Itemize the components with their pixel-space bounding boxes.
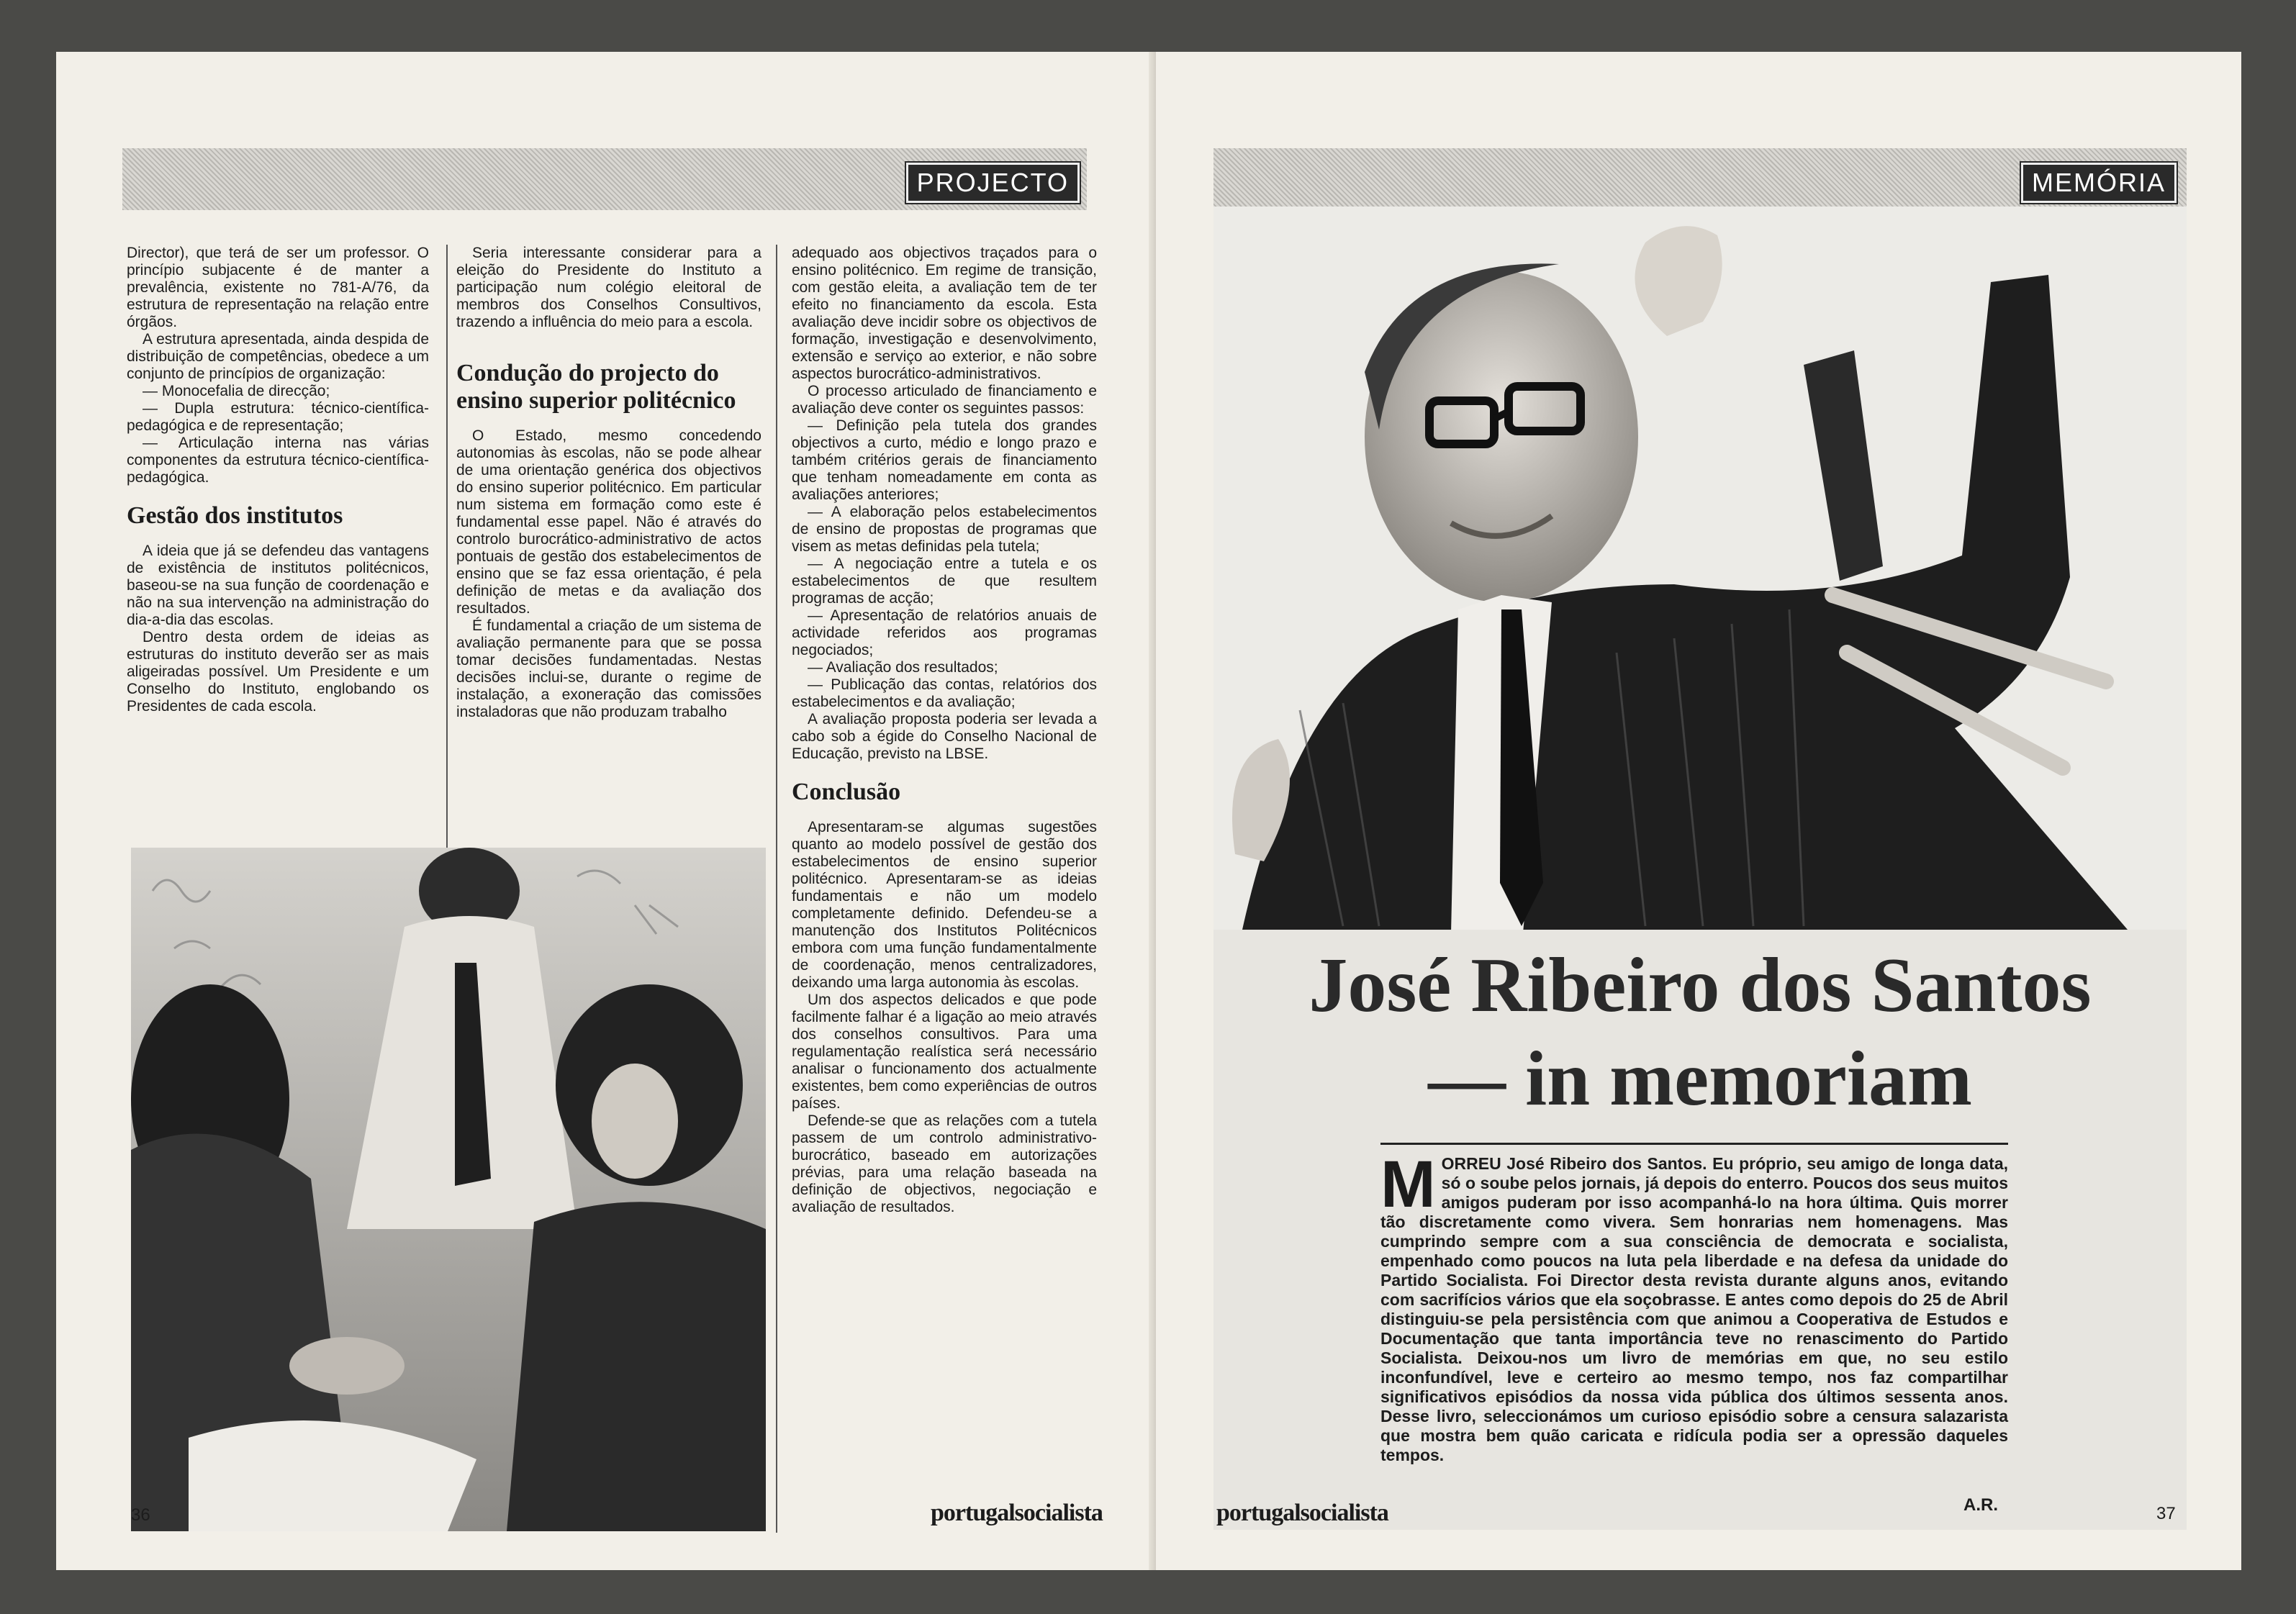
lead-rule	[1380, 1143, 2008, 1145]
paragraph: Director), que terá de ser um professor. O princípio subjacente é de manter a prevalência, existente no 781-A/76, da estrutura de representação na relação entre órgãos.	[127, 245, 429, 330]
list-item: — Dupla estrutura: técnico-científica-pedagógica e de representação;	[127, 400, 429, 434]
masthead: portugalsocialista	[931, 1500, 1103, 1526]
students-photo	[131, 848, 766, 1531]
section-heading: Condução do projecto do ensino superior politécnico	[456, 360, 736, 414]
signature: A.R.	[1963, 1495, 1998, 1515]
paragraph: A avaliação proposta poderia ser levada a cabo sob a égide do Conselho Nacional de Educação, previsto na LBSE.	[792, 711, 1097, 762]
paragraph: Dentro desta ordem de ideias as estruturas do instituto deverão ser as mais aligeiradas possível. Um Presidente e um Conselho do Instituto, englobando os Presidentes de cada escola.	[127, 629, 429, 715]
column-3	[792, 245, 1097, 1216]
paragraph: O Estado, mesmo concedendo autonomias às escolas, não se pode alhear de uma orientação genérica dos objectivos do ensino superior politécnico. Em particular num sistema em formação como este é fundamental esse papel. Não é através do controlo burocrático-administrativo de actos pontuais de gestão dos estabelecimentos de ensino que se faz essa orientação, é pela definição de metas e da avaliação dos resultados.	[456, 427, 761, 617]
headline-line-1: José Ribeiro dos Santos	[1309, 943, 2092, 1028]
section-band	[122, 148, 1087, 210]
column-rule	[776, 245, 777, 1533]
paragraph: É fundamental a criação de um sistema de avaliação permanente para que se possa tomar decisões fundamentadas. Nestas decisões inclui-se, durante o regime de instalação, a exoneração das comissões instaladoras que não produzam trabalho	[456, 617, 761, 720]
right-page	[1156, 52, 2241, 1570]
paragraph: Seria interessante considerar para a eleição do Presidente do Instituto a participação num colégio eleitoral de membros dos Conselhos Consultivos, trazendo a influência do meio para a escola.	[456, 245, 761, 330]
list-item: — Articulação interna nas várias componentes da estrutura técnico-científica-pedagógica.	[127, 435, 429, 486]
portrait-photo-image	[1213, 207, 2187, 930]
section-band	[1213, 148, 2187, 210]
paragraph: A estrutura apresentada, ainda despida de distribuição de competências, obedece a um conjunto de princípios de organização:	[127, 331, 429, 382]
headline-line-2: — in memoriam	[1428, 1036, 1972, 1122]
section-tag: MEMÓRIA	[2021, 163, 2177, 203]
list-item: — A negociação entre a tutela e os estabelecimentos de que resultem programas de acção;	[792, 556, 1097, 607]
list-item: — Avaliação dos resultados;	[808, 659, 998, 676]
list-item: — Monocefalia de direcção;	[143, 383, 330, 399]
section-tag: PROJECTO	[906, 163, 1080, 203]
left-page	[56, 52, 1157, 1570]
section-heading: Conclusão	[792, 779, 901, 805]
lead-text: ORREU José Ribeiro dos Santos. Eu próprio, seu amigo de longa data, só o soube pelos jornais, já depois do enterro. Poucos dos seus muitos amigos puderam por isso acompanhá-lo na hora última. Quis morrer tão discretamente como vivera. Sem honrarias nem homenagens. Mas cumprindo sempre com a sua consciência de democrata e socialista, empenhado como poucos na luta pela liberdade e na defesa da unidade do Partido Socialista. Foi Director desta revista durante alguns anos, evitando com sacrifícios vários que ela soçobrasse. E antes como depois do 25 de Abril distinguiu-se pela persistência com que animou a Cooperativa de Estudos e Documentação que tanta importância teve no renascimento do Partido Socialista. Deixou-nos um livro de memórias em que, no seu estilo inconfundível, leve e certeiro ao mesmo tempo, nos faz compartilhar significativos episódios da nossa vida pública dos últimos sessenta anos. Desse livro, seleccionámos um curioso episódio sobre a censura salazarista que mostra bem quão caricata e ridícula podia ser a opressão daqueles tempos.	[1380, 1154, 2008, 1464]
portrait-photo	[1213, 207, 2187, 930]
paragraph: Um dos aspectos delicados e que pode facilmente falhar é a ligação ao meio através dos conselhos consultivos. Para uma regulamentação realística será necessário analisar o funcionamento dos actualmente existentes, bem como experiências de outros países.	[792, 992, 1097, 1112]
list-item: — A elaboração pelos estabelecimentos de ensino de propostas de programas que visem as metas definidas pela tutela;	[792, 504, 1097, 555]
list-item: — Publicação das contas, relatórios dos estabelecimentos e da avaliação;	[792, 676, 1097, 710]
paragraph: Apresentaram-se algumas sugestões quanto ao modelo possível de gestão dos estabelecimentos de ensino superior politécnico. Apresentaram-se as ideias fundamentais e não um modelo completamente definido. Defendeu-se a manutenção dos Institutos Politécnicos embora com uma função fundamentalmente de coordenação, menos centralizadores, deixando uma larga autonomia às escolas.	[792, 819, 1097, 991]
list-item: — Definição pela tutela dos grandes objectivos a curto, médio e longo prazo e também critérios gerais de financiamento que tenham nomeadamente em conta as avaliações anteriores;	[792, 417, 1097, 503]
page-number: 37	[2156, 1504, 2176, 1523]
column-rule	[446, 245, 448, 878]
dropcap: M	[1380, 1148, 1436, 1221]
lead-paragraph	[1380, 1148, 2008, 1465]
students-photo-image	[131, 848, 766, 1531]
page-number: 36	[131, 1505, 150, 1525]
section-heading: Gestão dos institutos	[127, 502, 343, 529]
paragraph: adequado aos objectivos traçados para o ensino politécnico. Em regime de transição, com gestão eleita, a avaliação tem de ter efeito no financiamento da escola. Esta avaliação deve incidir sobre os objectivos de formação, investigação e desenvolvimento, extensão e serviço ao exterior, e não sobre aspectos burocrático-administrativos.	[792, 245, 1097, 382]
paragraph: O processo articulado de financiamento e avaliação deve conter os seguintes passos:	[792, 383, 1097, 417]
masthead: portugalsocialista	[1216, 1500, 1388, 1526]
list-item: — Apresentação de relatórios anuais de actividade referidos aos programas negociados;	[792, 607, 1097, 658]
paragraph: Defende-se que as relações com a tutela passem de um controlo administrativo-burocrático, baseado em autorizações prévias, para uma relação baseada na definição de objectivos, negociação e avaliação de resultados.	[792, 1112, 1097, 1215]
column-2	[456, 245, 761, 721]
column-1	[127, 245, 429, 715]
paragraph: A ideia que já se defendeu das vantagens de existência de institutos politécnicos, baseou-se na sua função de coordenação e não na sua intervenção na administração do dia-a-dia das escolas.	[127, 543, 429, 628]
